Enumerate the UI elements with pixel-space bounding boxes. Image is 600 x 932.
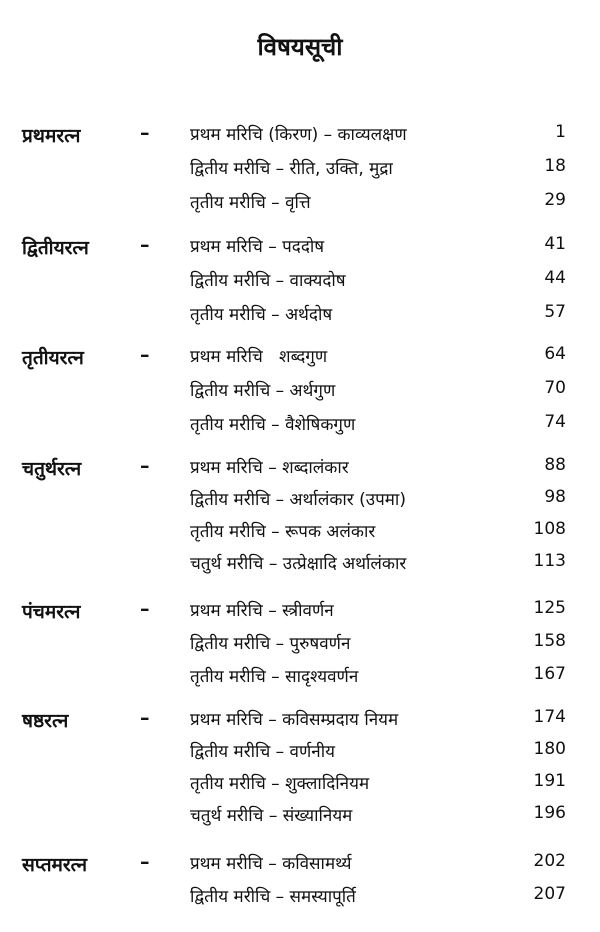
toc-entry xyxy=(0,268,600,300)
section-label: चतुर्थरत्न xyxy=(22,458,82,480)
section-dash: – xyxy=(140,344,150,366)
entry-title: प्रथम मरिचि – कविसम्प्रदाय नियम xyxy=(190,710,399,730)
toc-entry xyxy=(0,234,600,266)
entry-title: तृतीय मरीचि – वृत्ति xyxy=(190,193,311,213)
entry-page: 207 xyxy=(533,884,566,904)
toc-entry xyxy=(0,455,600,487)
toc-entry xyxy=(0,598,600,630)
entry-title: प्रथम मरिचि – पददोष xyxy=(190,237,325,257)
entry-title: द्वितीय मरीचि – वाक्यदोष xyxy=(190,271,346,291)
toc-entry xyxy=(0,551,600,583)
entry-page: 64 xyxy=(544,344,566,364)
entry-page: 108 xyxy=(533,519,566,539)
entry-page: 180 xyxy=(533,739,566,759)
entry-page: 167 xyxy=(533,664,566,684)
toc-entry xyxy=(0,884,600,916)
entry-page: 98 xyxy=(544,487,566,507)
toc-entry xyxy=(0,739,600,771)
section-dash: – xyxy=(140,234,150,256)
toc-entry xyxy=(0,122,600,154)
entry-page: 57 xyxy=(544,302,566,322)
section-dash: – xyxy=(140,598,150,620)
entry-title: तृतीय मरीचि – शुक्लादिनियम xyxy=(190,774,370,794)
entry-page: 174 xyxy=(533,707,566,727)
entry-title: द्वितीय मरीचि – पुरुषवर्णन xyxy=(190,634,351,654)
entry-title: चतुर्थ मरीचि – संख्यानियम xyxy=(190,806,353,826)
section-dash: – xyxy=(140,122,150,144)
section-label: पंचमरत्न xyxy=(22,601,81,623)
entry-title: प्रथम मरिचि शब्दगुण xyxy=(190,347,328,367)
entry-title: द्वितीय मरीचि – रीति, उक्ति, मुद्रा xyxy=(190,159,393,179)
toc-entry xyxy=(0,851,600,883)
entry-page: 70 xyxy=(544,378,566,398)
entry-title: तृतीय मरीचि – वैशेषिकगुण xyxy=(190,415,356,435)
toc-entry xyxy=(0,190,600,222)
entry-title: तृतीय मरीचि – सादृश्यवर्णन xyxy=(190,667,359,687)
section-label: षष्ठरत्न xyxy=(22,710,69,732)
section-label: द्वितीयरत्न xyxy=(22,237,89,259)
toc-entry xyxy=(0,412,600,444)
toc-entry xyxy=(0,631,600,663)
entry-page: 125 xyxy=(533,598,566,618)
toc-entry xyxy=(0,519,600,551)
entry-page: 158 xyxy=(533,631,566,651)
section-dash: – xyxy=(140,455,150,477)
entry-title: प्रथम मरीचि – कविसामर्थ्य xyxy=(190,854,352,874)
entry-page: 1 xyxy=(555,122,566,142)
entry-title: द्वितीय मरीचि – अर्थगुण xyxy=(190,381,336,401)
toc-entry xyxy=(0,487,600,519)
toc-entry xyxy=(0,378,600,410)
toc-entry xyxy=(0,344,600,376)
entry-page: 29 xyxy=(544,190,566,210)
entry-page: 44 xyxy=(544,268,566,288)
toc-entry xyxy=(0,302,600,334)
entry-title: द्वितीय मरीचि – समस्यापूर्ति xyxy=(190,887,356,907)
section-label: सप्तमरत्न xyxy=(22,854,88,876)
entry-page: 196 xyxy=(533,803,566,823)
entry-page: 113 xyxy=(533,551,566,571)
entry-page: 18 xyxy=(544,156,566,176)
entry-title: प्रथम मरिचि – शब्दालंकार xyxy=(190,458,349,478)
entry-title: प्रथम मरिचि (किरण) – काव्यलक्षण xyxy=(190,125,407,145)
toc-entry xyxy=(0,707,600,739)
entry-title: द्वितीय मरीचि – अर्थालंकार (उपमा) xyxy=(190,490,406,510)
entry-title: प्रथम मरिचि – स्त्रीवर्णन xyxy=(190,601,334,621)
entry-title: तृतीय मरीचि – रूपक अलंकार xyxy=(190,522,376,542)
entry-page: 202 xyxy=(533,851,566,871)
section-label: प्रथमरत्न xyxy=(22,125,81,147)
toc-entry xyxy=(0,803,600,835)
page-title: विषयसूची xyxy=(257,33,343,61)
toc-entry xyxy=(0,156,600,188)
section-dash: – xyxy=(140,851,150,873)
entry-title: तृतीय मरीचि – अर्थदोष xyxy=(190,305,333,325)
entry-page: 88 xyxy=(544,455,566,475)
entry-title: चतुर्थ मरीचि – उत्प्रेक्षादि अर्थालंकार xyxy=(190,554,407,574)
toc-entry xyxy=(0,771,600,803)
section-label: तृतीयरत्न xyxy=(22,347,84,369)
entry-page: 191 xyxy=(533,771,566,791)
entry-page: 74 xyxy=(544,412,566,432)
toc-entry xyxy=(0,664,600,696)
entry-page: 41 xyxy=(544,234,566,254)
entry-title: द्वितीय मरीचि – वर्णनीय xyxy=(190,742,336,762)
section-dash: – xyxy=(140,707,150,729)
